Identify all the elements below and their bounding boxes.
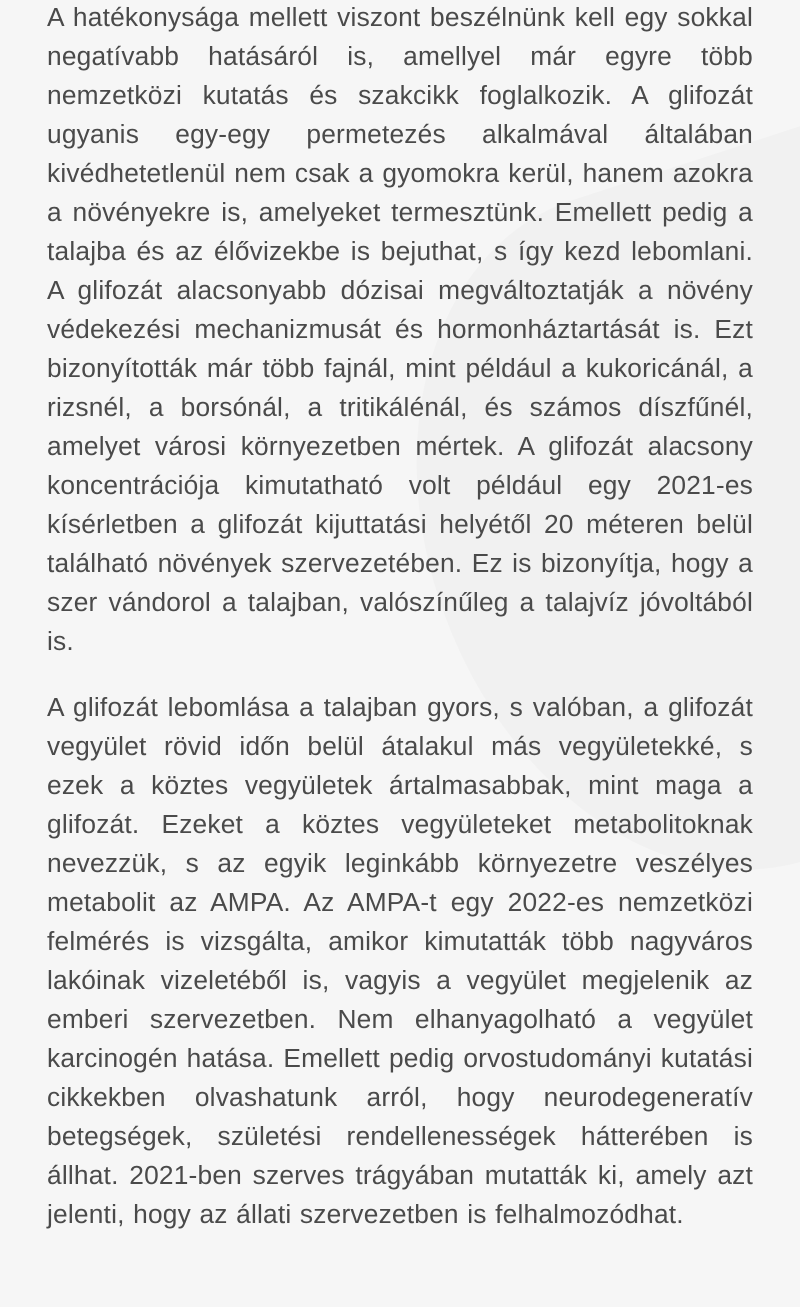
article-body xyxy=(47,0,753,1234)
paragraph-1: A hatékonysága mellett viszont beszélnünk kell egy sokkal negatívabb hatásáról is, amellyel már egyre több nemzetközi kutatás és szakcikk foglalkozik. A glifozát ugyanis egy-egy permetezés alkalmával általában kivédhetetlenül nem csak a gyomokra kerül, hanem azokra a növényekre is, amelyeket termesztünk. Emellett pedig a talajba és az élővizekbe is bejuthat, s így kezd lebomlani. A glifozát alacsonyabb dózisai megváltoztatják a növény védekezési mechanizmusát és hormonháztartását is. Ezt bizonyították már több fajnál, mint például a kukoricánál, a rizsnél, a borsónál, a tritikálénál, és számos díszfűnél, amelyet városi környezetben mértek. A glifozát alacsony koncentrációja kimutatható volt például egy 2021-es kísérletben a glifozát kijuttatási helyétől 20 méteren belül található növények szervezetében. Ez is bizonyítja, hogy a szer vándorol a talajban, valószínűleg a talajvíz jóvoltából is. xyxy=(47,2,753,656)
paragraph-2: A glifozát lebomlása a talajban gyors, s valóban, a glifozát vegyület rövid időn belül átalakul más vegyületekké, s ezek a köztes vegyületek ártalmasabbak, mint maga a glifozát. Ezeket a köztes vegyületeket metabolitoknak nevezzük, s az egyik leginkább környezetre veszélyes metabolit az AMPA. Az AMPA-t egy 2022-es nemzetközi felmérés is vizsgálta, amikor kimutatták több nagyváros lakóinak vizeletéből is, vagyis a vegyület megjelenik az emberi szervezetben. Nem elhanyagolható a vegyület karcinogén hatása. Emellett pedig orvostudományi kutatási cikkekben olvashatunk arról, hogy neurodegeneratív betegségek, születési rendellenességek hátterében is állhat. 2021-ben szerves trágyában mutatták ki, amely azt jelenti, hogy az állati szervezetben is felhalmozódhat. xyxy=(47,692,753,1229)
